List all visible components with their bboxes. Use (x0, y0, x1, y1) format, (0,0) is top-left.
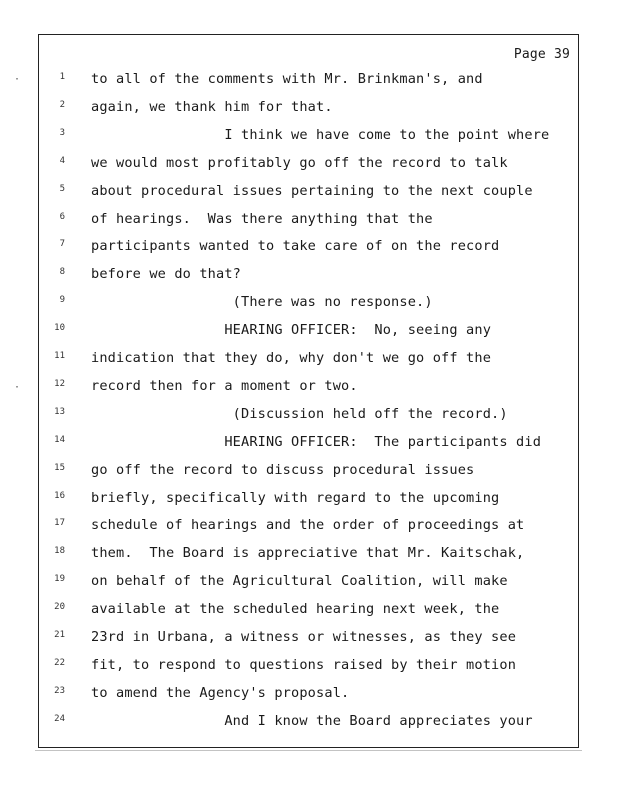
line-text: record then for a moment or two. (91, 377, 358, 394)
line-number: 19 (54, 574, 65, 585)
transcript-line (39, 490, 578, 512)
line-text: (There was no response.) (91, 294, 433, 311)
transcript-line (39, 573, 578, 595)
transcript-line (39, 294, 578, 316)
line-text: on behalf of the Agricultural Coalition, will make (91, 573, 508, 590)
line-number: 15 (54, 462, 65, 473)
line-text: we would most profitably go off the record to talk (91, 154, 508, 171)
line-number: 2 (59, 99, 65, 110)
line-number: 9 (59, 295, 65, 306)
transcript-line (39, 462, 578, 484)
line-text: briefly, specifically with regard to the upcoming (91, 489, 500, 506)
transcript-page (38, 34, 579, 748)
transcript-line (39, 378, 578, 400)
transcript-line (39, 211, 578, 233)
transcript-line (39, 99, 578, 121)
line-text: fit, to respond to questions raised by their motion (91, 656, 517, 673)
line-text: 23rd in Urbana, a witness or witnesses, as they see (91, 629, 517, 645)
line-number: 4 (59, 155, 65, 166)
transcript-line (39, 183, 578, 205)
line-number: 10 (54, 323, 65, 334)
line-number: 14 (54, 434, 65, 445)
transcript-line (39, 713, 578, 735)
line-number: 6 (59, 211, 65, 222)
transcript-line (39, 685, 578, 707)
transcript-line (39, 71, 578, 93)
line-text: I think we have come to the point where (91, 126, 550, 143)
transcript-line (39, 657, 578, 679)
transcript-line (39, 127, 578, 149)
transcript-line (39, 601, 578, 623)
line-text: indication that they do, why don't we go off the (91, 350, 492, 366)
line-number: 12 (54, 378, 65, 389)
transcript-line (39, 155, 578, 177)
transcript-line (39, 350, 578, 372)
line-text: to amend the Agency's proposal. (91, 684, 350, 701)
line-text: go off the record to discuss procedural issues (91, 461, 475, 478)
line-number: 7 (59, 239, 65, 250)
transcript-line (39, 545, 578, 567)
line-number: 24 (54, 713, 65, 724)
line-text: HEARING OFFICER: The participants did (91, 433, 542, 450)
page-number: Page 39 (513, 47, 570, 62)
line-number: 20 (54, 602, 65, 613)
transcript-line (39, 238, 578, 260)
line-number: 22 (54, 657, 65, 668)
transcript-line (39, 322, 578, 344)
line-text: (Discussion held off the record.) (91, 405, 508, 422)
transcript-line (39, 517, 578, 539)
line-text: And I know the Board appreciates your (91, 712, 533, 729)
line-number: 17 (54, 518, 65, 529)
line-number: 16 (54, 490, 65, 501)
line-text: HEARING OFFICER: No, seeing any (91, 322, 492, 339)
transcript-line (39, 434, 578, 456)
line-text: before we do that? (91, 266, 242, 283)
line-number: 21 (54, 630, 65, 640)
line-text: them. The Board is appreciative that Mr. Kaitschak, (91, 545, 525, 562)
line-number: 11 (54, 351, 65, 361)
line-text: about procedural issues pertaining to the next couple (91, 182, 533, 199)
line-number: 23 (54, 685, 65, 696)
transcript-line (39, 406, 578, 428)
transcript-line (39, 266, 578, 288)
margin-mark: · (14, 74, 21, 85)
transcript-line (39, 629, 578, 651)
line-number: 3 (59, 127, 65, 138)
line-text: of hearings. Was there anything that the (91, 210, 433, 227)
line-text: participants wanted to take care of on the record (91, 238, 500, 255)
line-number: 5 (59, 183, 65, 194)
line-text: schedule of hearings and the order of proceedings at (91, 517, 525, 534)
line-number: 1 (59, 72, 65, 82)
margin-mark: · (14, 382, 21, 393)
line-text: to all of the comments with Mr. Brinkman's, and (91, 71, 483, 87)
line-number: 13 (54, 406, 65, 417)
line-number: 8 (59, 267, 65, 278)
line-text: available at the scheduled hearing next week, the (91, 601, 500, 618)
line-number: 18 (54, 546, 65, 557)
line-text: again, we thank him for that. (91, 98, 333, 115)
